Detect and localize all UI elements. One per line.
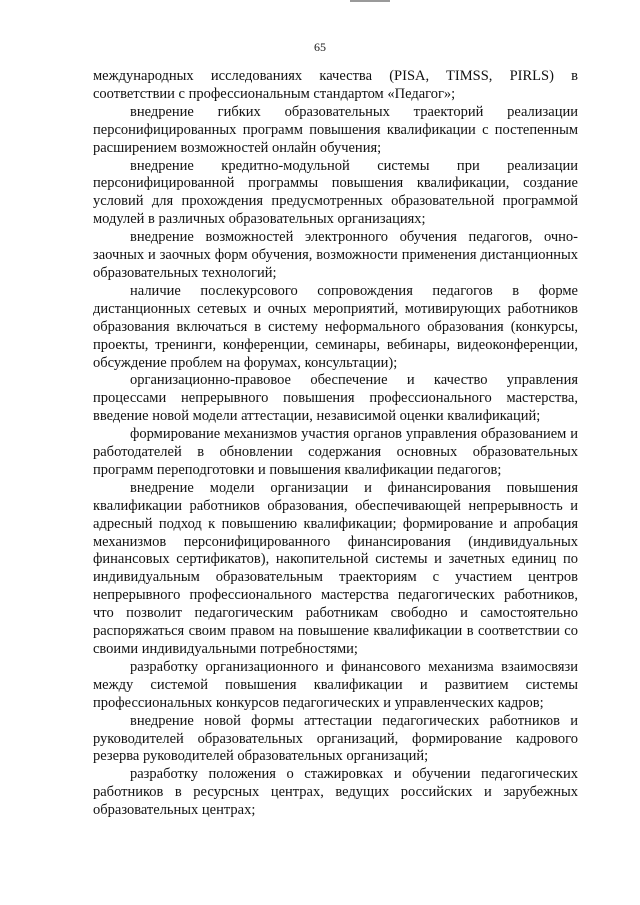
paragraph: формирование механизмов участия органов управления образованием и работодателей в обновлении содержания основных образовательных программ переподготовки и повышения квалификации педагогов; [93, 426, 578, 478]
document-body [93, 68, 578, 820]
paragraph: внедрение гибких образовательных траекторий реализации персонифицированных программ повышения квалификации с постепенным расширением возможностей онлайн обучения; [93, 103, 578, 156]
paragraph: международных исследованиях качества (PISA, TIMSS, PIRLS) в соответствии с профессиональным стандартом «Педагог»; [93, 68, 578, 102]
paragraph: внедрение модели организации и финансирования повышения квалификации работников образования, обеспечивающей непрерывность и адресный подход к повышению квалификации; формирование и апробация механизмов персонифицированного финансирования (индивидуальных финансовых сертификатов), накопительной системы и зачетных единиц по индивидуальным образовательным траекториям с участием центров непрерывного профессионального мастерства педагогических работников, что позволит педагогическим работникам свободно и самостоятельно распоряжаться своим правом на повышение квалификации в соответствии со своими индивидуальными потребностями; [93, 479, 578, 657]
paragraph: разработку положения о стажировках и обучении педагогических работников в ресурсных центрах, ведущих российских и зарубежных образовательных центрах; [93, 766, 578, 819]
paragraph: организационно-правовое обеспечение и качество управления процессами непрерывного повышения профессионального мастерства, введение новой модели аттестации, независимой оценки квалификаций; [93, 372, 578, 425]
scan-edge-mark [350, 0, 390, 2]
paragraph: разработку организационного и финансового механизма взаимосвязи между системой повышения квалификации и развитием системы профессиональных конкурсов педагогических и управленческих кадров; [93, 658, 578, 711]
paragraph: внедрение возможностей электронного обучения педагогов, очно-заочных и заочных форм обучения, возможности применения дистанционных образовательных технологий; [93, 229, 578, 281]
paragraph: наличие послекурсового сопровождения педагогов в форме дистанционных сетевых и очных мероприятий, мотивирующих работников образования включаться в систему неформального образования (конкурсы, проекты, тренинги, конференции, семинары, вебинары, видеоконференции, обсуждение проблем на форумах, консультации); [93, 282, 578, 371]
page-number: 65 [314, 40, 326, 54]
paragraph: внедрение новой формы аттестации педагогических работников и руководителей образовательных организаций, формирование кадрового резерва руководителей образовательных организаций; [93, 712, 578, 765]
paragraph: внедрение кредитно-модульной системы при реализации персонифицированной программы повышения квалификации, создание условий для прохождения предусмотренных образовательной программой модулей в различных образовательных организациях; [93, 157, 578, 228]
